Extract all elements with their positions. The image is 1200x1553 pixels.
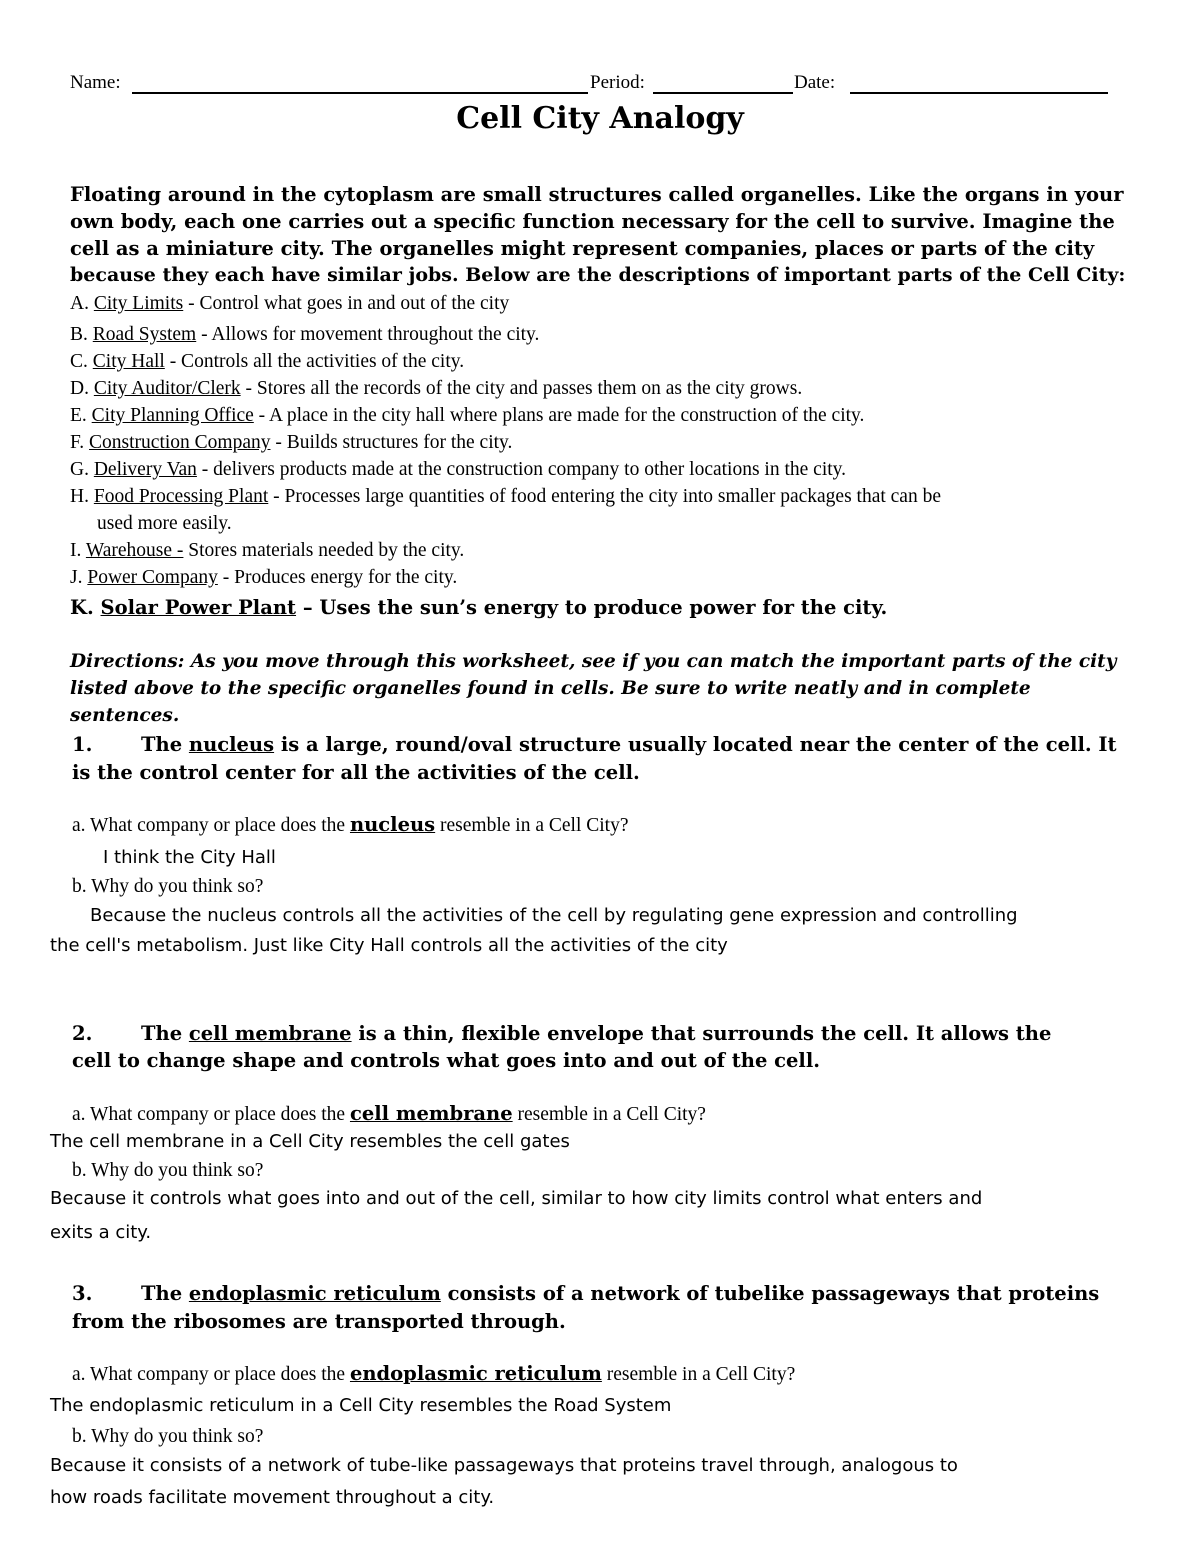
intro-line: cell as a miniature city. The organelles might represent companies, places or parts of the city — [70, 237, 1095, 260]
sub-question-b: b. Why do you think so? — [72, 1426, 264, 1447]
term: nucleus — [188, 733, 275, 756]
name-label: Name: — [70, 72, 121, 93]
list-item: K. Solar Power Plant – Uses the sun’s energy to produce power for the city. — [70, 596, 888, 619]
list-item: A. City Limits - Control what goes in and out of the city — [70, 293, 510, 314]
answer-b[interactable]: the cell's metabolism. Just like City Hall controls all the activities of the city — [50, 935, 728, 956]
city-part-name: City Hall — [92, 351, 165, 372]
period-field[interactable] — [653, 92, 793, 94]
list-item: F. Construction Company - Builds structures for the city. — [70, 432, 513, 453]
answer-b[interactable]: Because it controls what goes into and out of the cell, similar to how city limits control what enters and — [50, 1188, 983, 1209]
sub-question-a: a. What company or place does the nucleus resemble in a Cell City? — [72, 813, 629, 836]
question-text: cell to change shape and controls what goes into and out of the cell. — [72, 1049, 821, 1072]
question-text: from the ribosomes are transported through. — [72, 1310, 566, 1333]
page-title: Cell City Analogy — [456, 101, 744, 136]
term: nucleus — [349, 813, 436, 836]
term: cell membrane — [188, 1022, 352, 1045]
sub-question-b: b. Why do you think so? — [72, 1160, 264, 1181]
list-item: G. Delivery Van - delivers products made at the construction company to other locations in the city. — [70, 459, 847, 480]
list-item: I. Warehouse - Stores materials needed by the city. — [70, 540, 465, 561]
answer-b[interactable]: Because it consists of a network of tube-like passageways that proteins travel through, analogous to — [50, 1455, 958, 1476]
city-part-name: Solar Power Plant — [100, 596, 297, 619]
city-part-name: City Planning Office — [91, 405, 254, 426]
period-label: Period: — [590, 72, 645, 93]
answer-a[interactable]: The endoplasmic reticulum in a Cell City resembles the Road System — [50, 1395, 672, 1416]
term: endoplasmic reticulum — [349, 1362, 602, 1385]
answer-b[interactable]: exits a city. — [50, 1222, 152, 1243]
directions-line: Directions: As you move through this worksheet, see if you can match the important parts of the city — [70, 651, 1117, 672]
answer-a[interactable]: I think the City Hall — [103, 847, 276, 868]
city-part-name: Power Company — [87, 567, 218, 588]
directions-line: sentences. — [70, 705, 180, 726]
intro-line: Floating around in the cytoplasm are small structures called organelles. Like the organs in your — [70, 183, 1124, 206]
city-part-name: Road System — [92, 324, 197, 345]
city-part-name: Warehouse - — [85, 540, 184, 561]
city-part-name: Food Processing Plant — [93, 486, 269, 507]
list-item: C. City Hall - Controls all the activities of the city. — [70, 351, 465, 372]
question-text: The endoplasmic reticulum consists of a network of tubelike passageways that proteins — [141, 1282, 1100, 1305]
city-part-name: City Limits — [93, 293, 184, 314]
sub-question-b: b. Why do you think so? — [72, 876, 264, 897]
question-number: 2. — [72, 1022, 93, 1045]
city-part-name: Construction Company — [89, 432, 271, 453]
list-item: B. Road System - Allows for movement throughout the city. — [70, 324, 540, 345]
list-item: D. City Auditor/Clerk - Stores all the records of the city and passes them on as the city grows. — [70, 378, 803, 399]
date-field[interactable] — [850, 92, 1108, 94]
city-part-name: City Auditor/Clerk — [93, 378, 241, 399]
list-item: E. City Planning Office - A place in the city hall where plans are made for the construction of the city. — [70, 405, 865, 426]
sub-question-a: a. What company or place does the endoplasmic reticulum resemble in a Cell City? — [72, 1362, 796, 1385]
list-item: J. Power Company - Produces energy for the city. — [70, 567, 458, 588]
question-text: is the control center for all the activities of the cell. — [72, 761, 640, 784]
answer-b[interactable]: how roads facilitate movement throughout a city. — [50, 1487, 495, 1508]
term: endoplasmic reticulum — [188, 1282, 441, 1305]
intro-line: because they each have similar jobs. Below are the descriptions of important parts of the Cell City: — [70, 264, 1126, 286]
term: cell membrane — [349, 1102, 513, 1125]
question-text: The cell membrane is a thin, flexible envelope that surrounds the cell. It allows the — [141, 1022, 1052, 1045]
answer-b[interactable]: Because the nucleus controls all the activities of the cell by regulating gene expression and controlling — [90, 905, 1018, 926]
date-label: Date: — [794, 72, 836, 93]
intro-line: own body, each one carries out a specific function necessary for the cell to survive. Imagine the — [70, 210, 1115, 233]
question-number: 3. — [72, 1282, 93, 1305]
list-item: used more easily. — [97, 513, 232, 534]
sub-question-a: a. What company or place does the cell membrane resemble in a Cell City? — [72, 1102, 706, 1125]
name-field[interactable] — [132, 92, 588, 94]
question-text: The nucleus is a large, round/oval structure usually located near the center of the cell. It — [141, 733, 1117, 756]
list-item: H. Food Processing Plant - Processes large quantities of food entering the city into smaller packages that can be — [70, 486, 941, 507]
city-part-name: Delivery Van — [93, 459, 197, 480]
answer-a[interactable]: The cell membrane in a Cell City resembles the cell gates — [50, 1131, 570, 1152]
header-fields — [70, 72, 1110, 98]
question-number: 1. — [72, 733, 93, 756]
directions-line: listed above to the specific organelles found in cells. Be sure to write neatly and in complete — [70, 678, 1031, 699]
